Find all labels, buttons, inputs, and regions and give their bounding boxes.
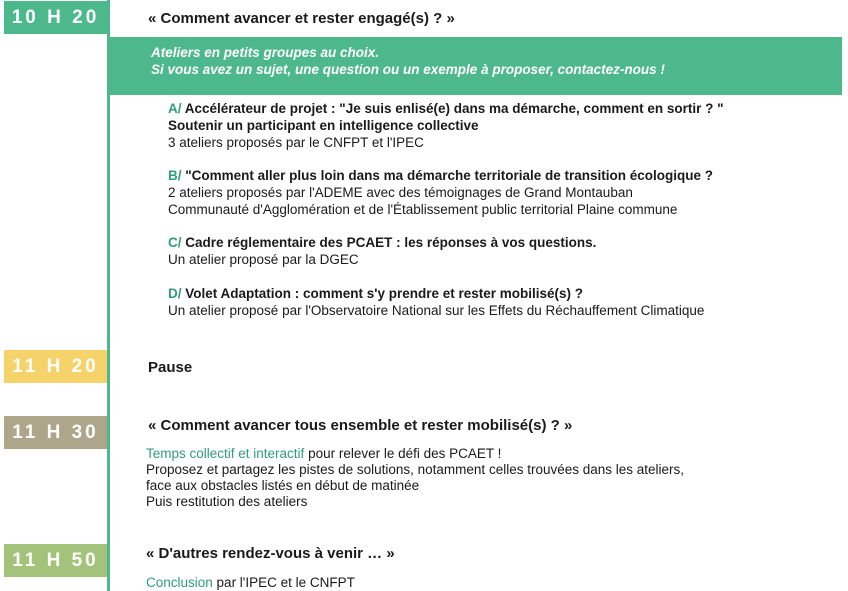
workshop-b-detail-2: Communauté d'Agglomération et de l'Établissement public territorial Plaine commune [168, 202, 678, 217]
session-1150-line-rest: par l'IPEC et le CNFPT [212, 575, 355, 590]
session-1130-line-4: Puis restitution des ateliers [146, 494, 308, 509]
workshop-a-letter: A/ [168, 101, 182, 116]
conclusion-highlight: Conclusion [146, 575, 213, 590]
workshop-a-detail: 3 ateliers proposés par le CNFPT et l'IPEC [168, 135, 424, 150]
time-badge-1130: 11 H 30 [4, 416, 107, 449]
workshop-a-title: Accélérateur de projet : "Je suis enlisé(e) dans ma démarche, comment en sortir ? " [181, 101, 724, 116]
workshops-banner [110, 37, 842, 95]
workshop-d [168, 285, 704, 319]
time-badge-1020: 10 H 20 [4, 1, 107, 34]
workshop-c-detail: Un atelier proposé par la DGEC [168, 252, 359, 267]
workshop-c-heading [168, 234, 596, 251]
workshop-c-title: Cadre réglementaire des PCAET : les réponses à vos questions. [181, 235, 597, 250]
workshop-c [168, 234, 596, 268]
session-1130-line-3: face aux obstacles listés en début de matinée [146, 478, 420, 493]
session-1130-line-2: Proposez et partagez les pistes de solutions, notamment celles trouvées dans les ateliers, [146, 462, 685, 477]
workshop-d-heading [168, 285, 704, 302]
session-title-pause: Pause [148, 359, 193, 376]
session-1130-line-1-rest: pour relever le défi des PCAET ! [304, 446, 502, 461]
workshop-a [168, 100, 723, 151]
workshop-b-letter: B/ [168, 168, 182, 183]
session-1150-body [146, 575, 355, 591]
workshop-d-title: Volet Adaptation : comment s'y prendre et rester mobilisé(s) ? [181, 286, 584, 301]
workshop-b-heading [168, 167, 713, 184]
banner-line-2: Si vous avez un sujet, une question ou un exemple à proposer, contactez-nous ! [151, 62, 665, 77]
time-badge-1150: 11 H 50 [4, 544, 107, 577]
session-title-1130: « Comment avancer tous ensemble et rester mobilisé(s) ? » [148, 417, 573, 434]
workshop-d-detail: Un atelier proposé par l'Observatoire National sur les Effets du Réchauffement Climatique [168, 303, 705, 318]
workshop-b-title: "Comment aller plus loin dans ma démarche territoriale de transition écologique ? [181, 168, 714, 183]
workshop-b [168, 167, 713, 218]
workshop-a-subtitle: Soutenir un participant en intelligence collective [168, 118, 479, 133]
workshop-c-letter: C/ [168, 235, 182, 250]
time-badge-1120: 11 H 20 [4, 350, 107, 383]
workshop-a-heading [168, 100, 723, 117]
banner-line-1: Ateliers en petits groupes au choix. [151, 45, 380, 60]
session-1130-body [146, 446, 684, 510]
session-1130-line-1 [146, 446, 684, 462]
workshop-b-detail-1: 2 ateliers proposés par l'ADEME avec des témoignages de Grand Montauban [168, 185, 633, 200]
session-title-1150: « D'autres rendez-vous à venir … » [146, 545, 395, 562]
session-title-1020: « Comment avancer et rester engagé(s) ? » [148, 10, 455, 27]
workshop-d-letter: D/ [168, 286, 182, 301]
collective-time-highlight: Temps collectif et interactif [146, 446, 305, 461]
